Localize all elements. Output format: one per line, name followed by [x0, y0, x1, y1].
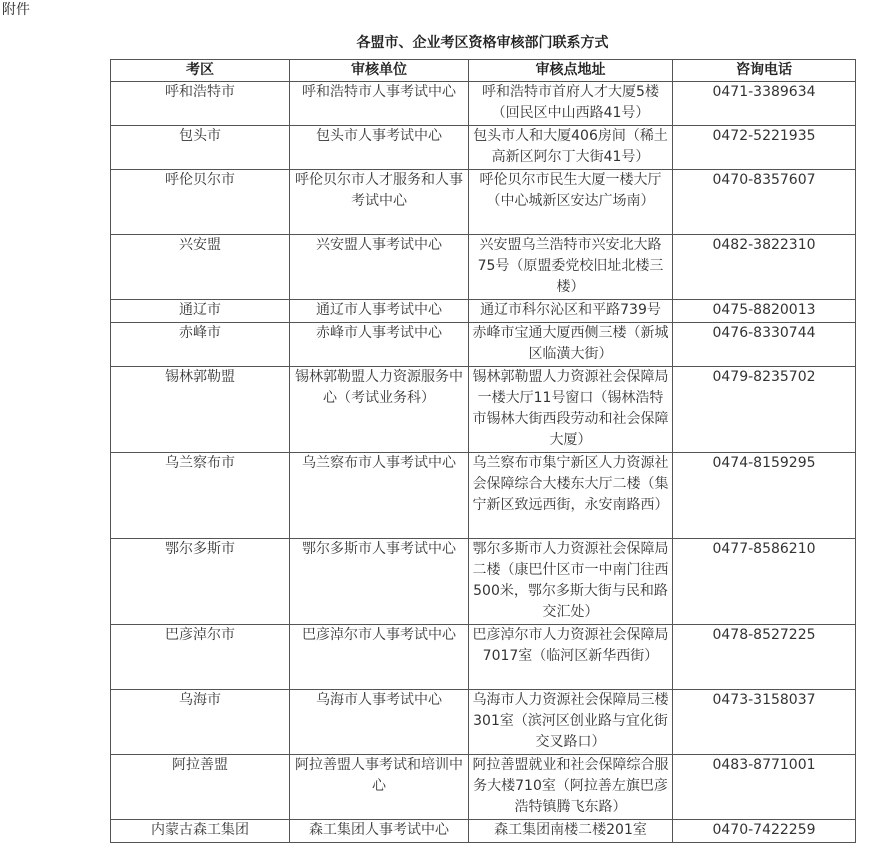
- cell-area: 呼和浩特市: [111, 82, 290, 126]
- header-unit: 审核单位: [290, 60, 469, 82]
- cell-unit: 鄂尔多斯市人事考试中心: [290, 539, 469, 625]
- cell-unit: 锡林郭勒盟人力资源服务中心（考试业务科）: [290, 367, 469, 453]
- cell-phone: 0476-8330744: [673, 323, 856, 367]
- cell-area: 内蒙古森工集团: [111, 820, 290, 843]
- cell-area: 阿拉善盟: [111, 755, 290, 820]
- cell-address: 鄂尔多斯市人力资源社会保障局二楼（康巴什区市一中南门往西500米，鄂尔多斯大街与民和路交汇处）: [469, 539, 673, 625]
- cell-phone: 0473-3158037: [673, 690, 856, 755]
- cell-unit: 乌兰察布市人事考试中心: [290, 453, 469, 539]
- cell-address: 乌兰察布市集宁新区人力资源社会保障综合大楼东大厅二楼（集宁新区致远西街，永安南路西）: [469, 453, 673, 539]
- table-row: [111, 126, 856, 170]
- cell-phone: 0477-8586210: [673, 539, 856, 625]
- cell-address: 呼伦贝尔市民生大厦一楼大厅（中心城新区安达广场南）: [469, 170, 673, 235]
- table-row: [111, 625, 856, 690]
- cell-unit: 乌海市人事考试中心: [290, 690, 469, 755]
- cell-address: 呼和浩特市首府人才大厦5楼（回民区中山西路41号）: [469, 82, 673, 126]
- cell-address: 阿拉善盟就业和社会保障综合服务大楼710室（阿拉善左旗巴彦浩特镇腾飞东路）: [469, 755, 673, 820]
- cell-unit: 呼伦贝尔市人才服务和人事考试中心: [290, 170, 469, 235]
- cell-address: 巴彦淖尔市人力资源社会保障局7017室（临河区新华西街）: [469, 625, 673, 690]
- cell-unit: 巴彦淖尔市人事考试中心: [290, 625, 469, 690]
- cell-area: 乌海市: [111, 690, 290, 755]
- cell-phone: 0474-8159295: [673, 453, 856, 539]
- table-row: [111, 235, 856, 300]
- table-row: [111, 539, 856, 625]
- cell-address: 通辽市科尔沁区和平路739号: [469, 300, 673, 323]
- cell-unit: 阿拉善盟人事考试和培训中心: [290, 755, 469, 820]
- contact-table: [110, 59, 856, 843]
- cell-address: 乌海市人力资源社会保障局三楼301室（滨河区创业路与宜化街交叉路口）: [469, 690, 673, 755]
- cell-address: 包头市人和大厦406房间（稀土高新区阿尔丁大街41号）: [469, 126, 673, 170]
- table-row: [111, 170, 856, 235]
- cell-phone: 0478-8527225: [673, 625, 856, 690]
- cell-address: 兴安盟乌兰浩特市兴安北大路75号（原盟委党校旧址北楼三楼）: [469, 235, 673, 300]
- cell-area: 兴安盟: [111, 235, 290, 300]
- table-row: [111, 367, 856, 453]
- cell-area: 呼伦贝尔市: [111, 170, 290, 235]
- cell-area: 乌兰察布市: [111, 453, 290, 539]
- header-area: 考区: [111, 60, 290, 82]
- cell-phone: 0472-5221935: [673, 126, 856, 170]
- table-row: [111, 300, 856, 323]
- cell-area: 巴彦淖尔市: [111, 625, 290, 690]
- cell-phone: 0470-7422259: [673, 820, 856, 843]
- page-title: 各盟市、企业考区资格审核部门联系方式: [356, 35, 609, 51]
- cell-unit: 通辽市人事考试中心: [290, 300, 469, 323]
- cell-address: 锡林郭勒盟人力资源社会保障局一楼大厅11号窗口（锡林浩特市锡林大街西段劳动和社会保障大厦）: [469, 367, 673, 453]
- cell-phone: 0482-3822310: [673, 235, 856, 300]
- cell-area: 赤峰市: [111, 323, 290, 367]
- cell-area: 通辽市: [111, 300, 290, 323]
- table-row: [111, 82, 856, 126]
- cell-phone: 0483-8771001: [673, 755, 856, 820]
- cell-unit: 赤峰市人事考试中心: [290, 323, 469, 367]
- cell-unit: 兴安盟人事考试中心: [290, 235, 469, 300]
- cell-unit: 呼和浩特市人事考试中心: [290, 82, 469, 126]
- cell-phone: 0479-8235702: [673, 367, 856, 453]
- cell-unit: 森工集团人事考试中心: [290, 820, 469, 843]
- cell-area: 包头市: [111, 126, 290, 170]
- cell-area: 锡林郭勒盟: [111, 367, 290, 453]
- table-row: [111, 453, 856, 539]
- table-header-row: [111, 60, 856, 82]
- cell-area: 鄂尔多斯市: [111, 539, 290, 625]
- cell-address: 森工集团南楼二楼201室: [469, 820, 673, 843]
- cell-unit: 包头市人事考试中心: [290, 126, 469, 170]
- attachment-label: 附件: [2, 2, 30, 18]
- table-row: [111, 820, 856, 843]
- header-phone: 咨询电话: [673, 60, 856, 82]
- table-row: [111, 323, 856, 367]
- table-row: [111, 690, 856, 755]
- cell-phone: 0471-3389634: [673, 82, 856, 126]
- cell-phone: 0475-8820013: [673, 300, 856, 323]
- header-address: 审核点地址: [469, 60, 673, 82]
- cell-phone: 0470-8357607: [673, 170, 856, 235]
- table-row: [111, 755, 856, 820]
- cell-address: 赤峰市宝通大厦西侧三楼（新城区临潢大街）: [469, 323, 673, 367]
